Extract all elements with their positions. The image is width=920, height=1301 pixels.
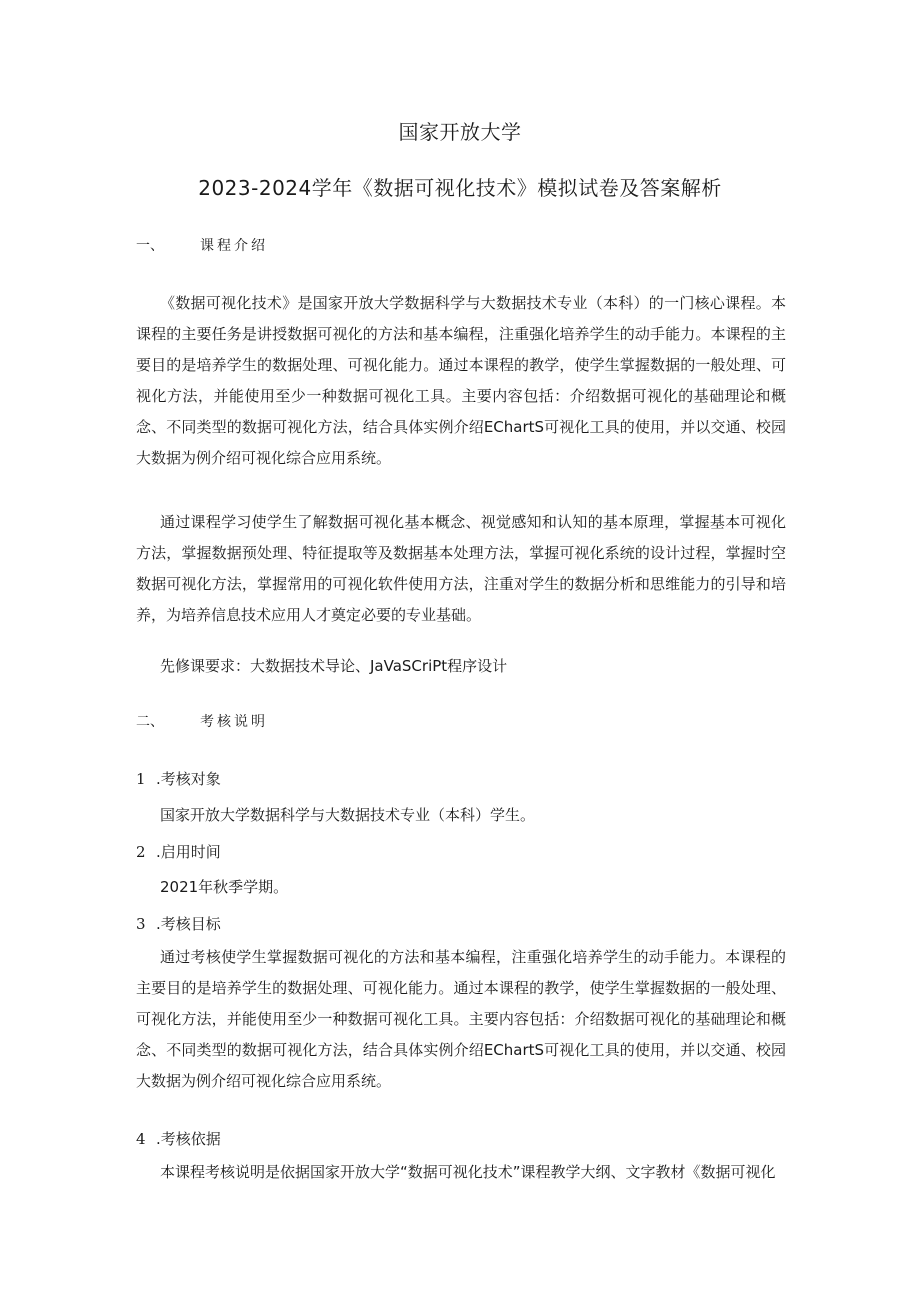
- section-label: 考核说明: [200, 714, 268, 730]
- section-number: 一、: [136, 238, 164, 254]
- course-intro-paragraph-1: 《数据可视化技术》是国家开放大学数据科学与大数据技术专业（本科）的一门核心课程。本课程的主要任务是讲授数据可视化的方法和基本编程，注重强化培养学生的动手能力。本课程的主要目的是培养学生的数据处理、可视化能力。通过本课程的教学，使学生掌握数据的一般处理、可视化方法，并能使用至少一种数据可视化工具。主要内容包括：介绍数据可视化的基础理论和概念、不同类型的数据可视化方法，结合具体实例介绍EChartS可视化工具的使用，并以交通、校园大数据为例介绍可视化综合应用系统。: [136, 294, 786, 467]
- section-label: 课程介绍: [200, 238, 268, 254]
- assessment-goal-paragraph: 通过考核使学生掌握数据可视化的方法和基本编程，注重强化培养学生的动手能力。本课程的主要目的是培养学生的数据处理、可视化能力。通过本课程的教学，使学生掌握数据的一般处理、可视化方法，并能使用至少一种数据可视化工具。主要内容包括：介绍数据可视化的基础理论和概念、不同类型的数据可视化方法，结合具体实例介绍EChartS可视化工具的使用，并以交通、校园大数据为例介绍可视化综合应用系统。: [136, 948, 786, 1090]
- prerequisite-paragraph: 先修课要求：大数据技术导论、JaVaSCriPt程序设计: [160, 657, 508, 675]
- assessment-item-heading: [136, 841, 221, 863]
- assessment-basis-paragraph: 本课程考核说明是依据国家开放大学“数据可视化技术”课程教学大纲、文字教材《数据可视化: [160, 1163, 776, 1181]
- item-number: 3: [136, 915, 146, 933]
- assessment-item-heading: [136, 913, 221, 935]
- exam-title: 2023-2024学年《数据可视化技术》模拟试卷及答案解析: [198, 176, 722, 200]
- assessment-item-heading: [136, 768, 221, 790]
- section-heading-course-intro: [136, 236, 268, 256]
- university-title: 国家开放大学: [398, 120, 522, 144]
- course-intro-paragraph-2: 通过课程学习使学生了解数据可视化基本概念、视觉感知和认知的基本原理，掌握基本可视化方法，掌握数据预处理、特征提取等及数据基本处理方法，掌握可视化系统的设计过程，掌握时空数据可视化方法，掌握常用的可视化软件使用方法，注重对学生的数据分析和思维能力的引导和培养，为培养信息技术应用人才奠定必要的专业基础。: [136, 513, 786, 624]
- item-title: .考核依据: [156, 1130, 221, 1148]
- item-title: .考核对象: [156, 770, 221, 788]
- item-number: 4: [136, 1130, 146, 1148]
- item-title: .启用时间: [156, 843, 221, 861]
- item-number: 2: [136, 843, 146, 861]
- item-title: .考核目标: [156, 915, 221, 933]
- assessment-item-body: 国家开放大学数据科学与大数据技术专业（本科）学生。: [160, 806, 536, 824]
- section-number: 二、: [136, 714, 164, 730]
- item-number: 1: [136, 770, 146, 788]
- assessment-item-heading: [136, 1128, 221, 1150]
- section-heading-assessment: [136, 712, 268, 732]
- assessment-item-body: 2021年秋季学期。: [160, 878, 289, 896]
